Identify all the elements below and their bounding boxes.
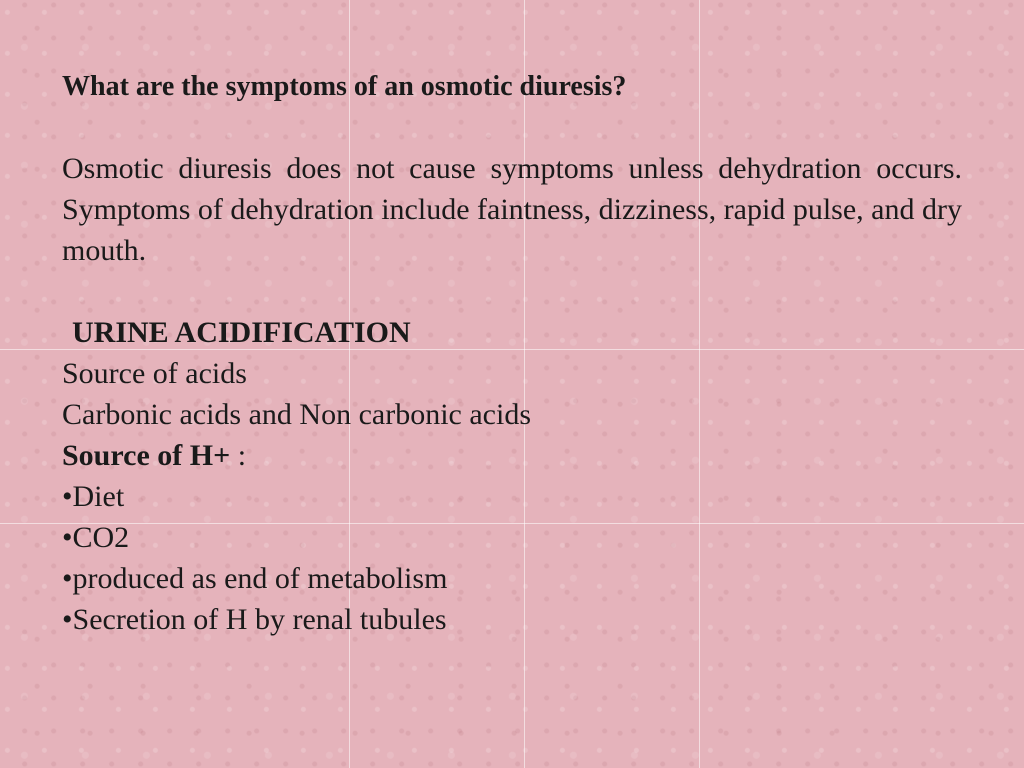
source-of-acids-label: Source of acids [62, 357, 247, 390]
acid-types-text: Carbonic acids and Non carbonic acids [62, 398, 531, 431]
list-item: •produced as end of metabolism [62, 562, 448, 595]
source-of-h-label: Source of H+ [62, 439, 231, 472]
list-item: •Secretion of H by renal tubules [62, 603, 447, 636]
list-item: •CO2 [62, 521, 130, 554]
bullet-list [62, 476, 962, 640]
answer-paragraph: Osmotic diuresis does not cause symptoms unless dehydration occurs. Symptoms of dehydration include faintness, dizziness, rapid pulse, and dry mouth. [62, 152, 962, 267]
list-item: •Diet [62, 480, 125, 513]
source-of-h-line [62, 435, 962, 476]
section-heading: URINE ACIDIFICATION [72, 316, 411, 349]
question-heading: What are the symptoms of an osmotic diuresis? [62, 71, 627, 102]
source-of-h-colon: : [230, 439, 247, 472]
slide-content [62, 66, 962, 640]
